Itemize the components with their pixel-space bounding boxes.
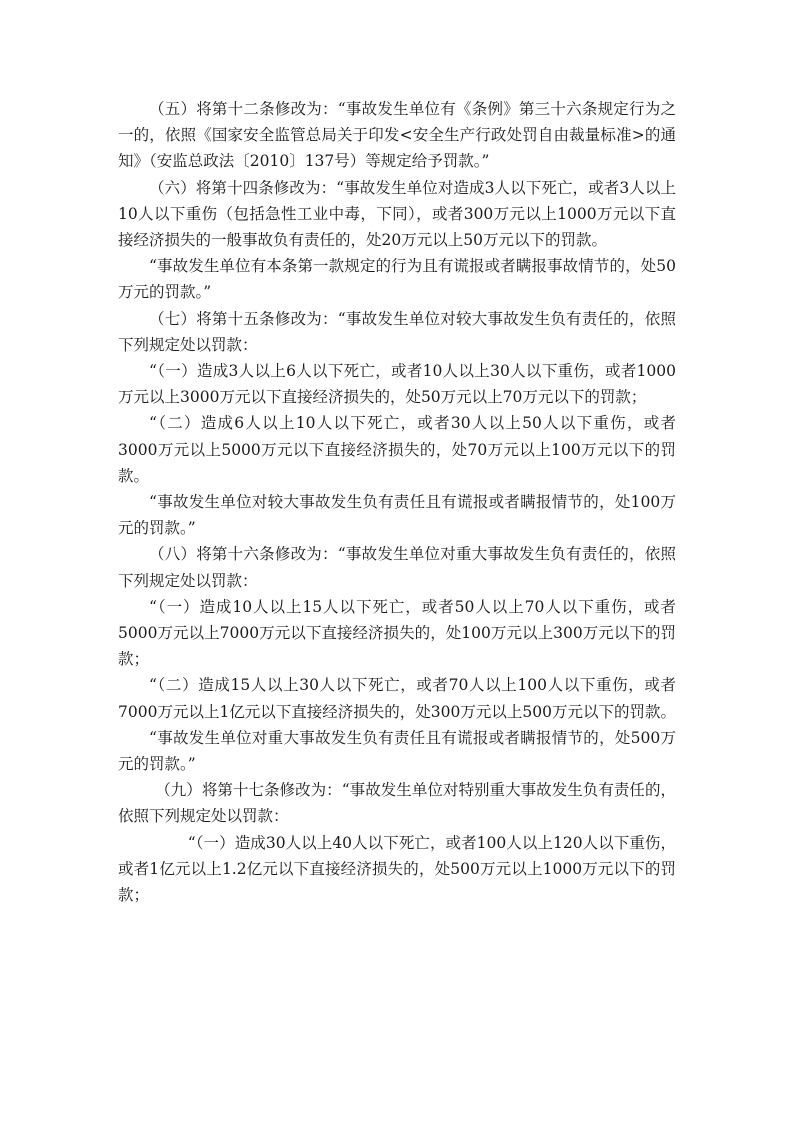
paragraph-item-9-sub-1: “（一）造成30人以上40人以下死亡，或者100人以上120人以下重伤，或者1亿元以上1.2亿元以下直接经济损失的，处500万元以上1000万元以下的罚款； — [118, 833, 676, 905]
paragraph-item-8: （八）将第十六条修改为：“事故发生单位对重大事故发生负有责任的，依照下列规定处以罚款： — [118, 545, 676, 590]
paragraph-item-7-sub-1: “（一）造成3人以上6人以下死亡，或者10人以上30人以下重伤，或者1000万元以上3000万元以下直接经济损失的，处50万元以上70万元以下的罚款； — [118, 362, 676, 407]
document-page — [118, 96, 676, 908]
paragraph-item-7: （七）将第十五条修改为：“事故发生单位对较大事故发生负有责任的，依照下列规定处以罚款： — [118, 309, 676, 354]
paragraph-item-7-clause-3: “事故发生单位对较大事故发生负有责任且有谎报或者瞒报情节的，处100万元的罚款。” — [118, 493, 676, 538]
paragraph-item-9: （九）将第十七条修改为：“事故发生单位对特别重大事故发生负有责任的，依照下列规定处以罚款： — [118, 781, 676, 826]
paragraph-item-6: （六）将第十四条修改为：“事故发生单位对造成3人以下死亡，或者3人以上10人以下重伤（包括急性工业中毒，下同），或者300万元以上1000万元以下直接经济损失的一般事故负有责任的，处20万元以上50万元以下的罚款。 — [118, 178, 676, 250]
paragraph-item-6-clause-2: “事故发生单位有本条第一款规定的行为且有谎报或者瞒报事故情节的，处50万元的罚款。” — [118, 257, 676, 302]
paragraph-item-8-sub-2: “（二）造成15人以上30人以下死亡，或者70人以上100人以下重伤，或者7000万元以上1亿元以下直接经济损失的，处300万元以上500万元以下的罚款。 — [118, 676, 676, 721]
paragraph-item-8-sub-1: “（一）造成10人以上15人以下死亡，或者50人以上70人以下重伤，或者5000万元以上7000万元以下直接经济损失的，处100万元以上300万元以下的罚款； — [118, 597, 676, 669]
paragraph-item-7-sub-2: “（二）造成6人以上10人以下死亡，或者30人以上50人以下重伤，或者3000万元以上5000万元以下直接经济损失的，处70万元以上100万元以下的罚款。 — [118, 414, 676, 485]
paragraph-item-8-clause-3: “事故发生单位对重大事故发生负有责任且有谎报或者瞒报情节的，处500万元的罚款。” — [118, 728, 676, 774]
paragraph-item-5: （五）将第十二条修改为：“事故发生单位有《条例》第三十六条规定行为之一的，依照《国家安全监管总局关于印发<安全生产行政处罚自由裁量标准>的通知》（安监总政法〔2010〕137号）等规定给予罚款。” — [118, 100, 676, 171]
